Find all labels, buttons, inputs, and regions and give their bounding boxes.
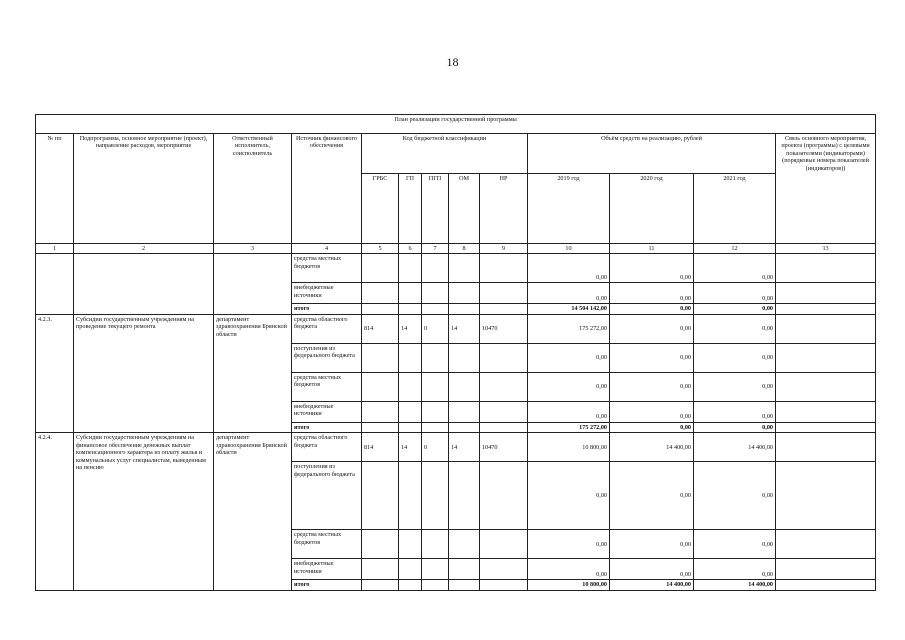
header-pgp: ПГП (422, 174, 449, 244)
item-no (36, 254, 74, 314)
item-responsible: департамент здравоохранения Брянской области (214, 314, 292, 432)
grbs-cell: 814 (362, 433, 399, 462)
value-2019: 0,00 (528, 559, 610, 580)
source-cell: средства местных бюджетов (292, 530, 362, 559)
source-cell: итого (292, 580, 362, 590)
header-np: НР (480, 174, 528, 244)
pgp-cell: 0 (422, 433, 449, 462)
value-2021: 0,00 (694, 283, 776, 304)
value-2019: 175 272,00 (528, 422, 610, 432)
source-cell: поступления из федерального бюджета (292, 343, 362, 372)
value-2019: 0,00 (528, 401, 610, 422)
source-cell: итого (292, 304, 362, 314)
item-responsible: департамент здравоохранения Брянской области (214, 433, 292, 590)
om-cell: 14 (449, 433, 480, 462)
value-2020: 0,00 (610, 254, 694, 283)
header-grbs: ГРБС (362, 174, 399, 244)
value-2019: 0,00 (528, 530, 610, 559)
col-number: 10 (528, 244, 610, 254)
value-2021: 0,00 (694, 559, 776, 580)
value-2021: 0,00 (694, 254, 776, 283)
value-2020: 14 400,00 (610, 433, 694, 462)
source-cell: поступления из федерального бюджета (292, 462, 362, 530)
table-title-row (36, 115, 876, 134)
value-2021: 0,00 (694, 530, 776, 559)
gp-cell: 14 (399, 314, 422, 343)
value-2021: 0,00 (694, 304, 776, 314)
program-plan-table (35, 114, 876, 591)
table-row (36, 254, 876, 283)
header-link: Связь основного мероприятия, проекта (программы) с целевыми показателями (индикаторами) (порядковые номера показателей (индикаторов)) (776, 134, 876, 244)
value-2019: 0,00 (528, 283, 610, 304)
value-2019: 0,00 (528, 343, 610, 372)
item-no: 4.2.4. (36, 433, 74, 590)
value-2021: 0,00 (694, 401, 776, 422)
value-2020: 0,00 (610, 372, 694, 401)
grbs-cell: 814 (362, 314, 399, 343)
col-number: 2 (74, 244, 214, 254)
col-number: 6 (399, 244, 422, 254)
header-row (36, 134, 876, 174)
value-2019: 14 504 142,00 (528, 304, 610, 314)
value-2020: 0,00 (610, 343, 694, 372)
gp-cell: 14 (399, 433, 422, 462)
header-source: Источник финансового обеспечения (292, 134, 362, 244)
source-cell: внебюджетные источники (292, 559, 362, 580)
om-cell: 14 (449, 314, 480, 343)
col-number: 9 (480, 244, 528, 254)
source-cell: итого (292, 422, 362, 432)
header-budget-code: Код бюджетной классификации (362, 134, 528, 174)
value-2020: 0,00 (610, 530, 694, 559)
col-number: 12 (694, 244, 776, 254)
value-2019: 10 800,00 (528, 580, 610, 590)
header-subprogram: Подпрограмма, основное мероприятие (проект), направление расходов, мероприятие (74, 134, 214, 244)
table-row (36, 314, 876, 343)
value-2020: 0,00 (610, 559, 694, 580)
table-title: План реализации государственной программы (36, 115, 876, 134)
source-cell: средства местных бюджетов (292, 254, 362, 283)
header-volumes: Объём средств на реализацию, рублей (528, 134, 776, 174)
value-2020: 0,00 (610, 462, 694, 530)
col-number: 3 (214, 244, 292, 254)
value-2021: 14 400,00 (694, 433, 776, 462)
source-cell: средства местных бюджетов (292, 372, 362, 401)
np-cell: 10470 (480, 314, 528, 343)
value-2020: 0,00 (610, 283, 694, 304)
value-2019: 10 800,00 (528, 433, 610, 462)
value-2020: 0,00 (610, 401, 694, 422)
value-2021: 0,00 (694, 422, 776, 432)
col-number: 1 (36, 244, 74, 254)
item-name: Субсидии государственным учреждениям на проведение текущего ремонта (74, 314, 214, 432)
header-2019: 2019 год (528, 174, 610, 244)
value-2020: 0,00 (610, 422, 694, 432)
np-cell: 10470 (480, 433, 528, 462)
value-2019: 0,00 (528, 254, 610, 283)
value-2019: 175 272,00 (528, 314, 610, 343)
value-2020: 14 400,00 (610, 580, 694, 590)
header-om: ОМ (449, 174, 480, 244)
header-2020: 2020 год (610, 174, 694, 244)
header-2021: 2021 год (694, 174, 776, 244)
item-name: Субсидии государственным учреждениям на финансовое обеспечение денежных выплат компенсационного характера из оплату жилья и коммунальных услуг специалистам, выведенным на пенсию (74, 433, 214, 590)
col-number: 8 (449, 244, 480, 254)
table-row (36, 433, 876, 462)
source-cell: внебюджетные источники (292, 401, 362, 422)
item-responsible (214, 254, 292, 314)
item-name (74, 254, 214, 314)
col-number: 13 (776, 244, 876, 254)
header-no: № пп (36, 134, 74, 244)
col-number: 5 (362, 244, 399, 254)
col-number: 7 (422, 244, 449, 254)
value-2021: 0,00 (694, 372, 776, 401)
header-gp: ГП (399, 174, 422, 244)
col-number: 4 (292, 244, 362, 254)
source-cell: внебюджетные источники (292, 283, 362, 304)
item-no: 4.2.3. (36, 314, 74, 432)
source-cell: средства областного бюджета (292, 314, 362, 343)
value-2019: 0,00 (528, 462, 610, 530)
value-2021: 0,00 (694, 343, 776, 372)
header-responsible: Ответственный исполнитель, соисполнитель (214, 134, 292, 244)
page-number: 18 (446, 55, 459, 69)
source-cell: средства областного бюджета (292, 433, 362, 462)
value-2020: 0,00 (610, 304, 694, 314)
value-2021: 0,00 (694, 314, 776, 343)
value-2021: 14 400,00 (694, 580, 776, 590)
value-2019: 0,00 (528, 372, 610, 401)
value-2020: 0,00 (610, 314, 694, 343)
column-number-row (36, 244, 876, 254)
col-number: 11 (610, 244, 694, 254)
pgp-cell: 0 (422, 314, 449, 343)
value-2021: 0,00 (694, 462, 776, 530)
